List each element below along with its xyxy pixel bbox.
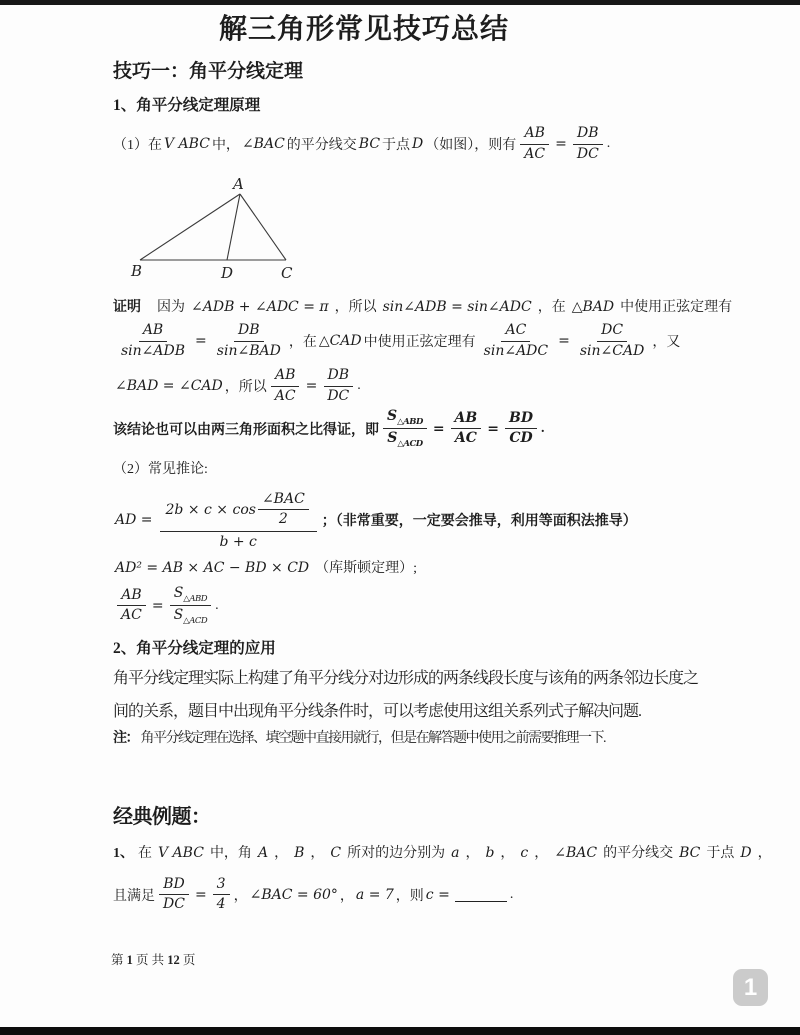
page-content — [113, 5, 772, 914]
fraction — [505, 410, 537, 448]
fraction — [323, 367, 353, 405]
math-segment: c = — [425, 886, 450, 903]
text-segment: 的平分线交 — [603, 845, 674, 861]
math-symbol: S — [173, 607, 184, 624]
subsection2-heading: 2、角平分线定理的应用 — [113, 639, 276, 657]
fraction — [576, 322, 648, 360]
equals-sign: = — [305, 378, 318, 394]
comma: ， — [339, 888, 354, 904]
fraction-numerator: BD — [159, 876, 189, 896]
text-segment: 中使用正弦定理有 — [363, 335, 476, 350]
note-label: 注： — [113, 730, 138, 746]
page-title: 解三角形常见技巧总结 — [218, 14, 509, 45]
math-segment: c — [520, 844, 529, 861]
fraction-denominator: AC — [454, 430, 477, 447]
fraction — [159, 876, 189, 914]
application-paragraph-line1: 角平分线定理实际上构建了角平分线分对边形成的两条线段长度与该角的两条邻边长度之 — [113, 669, 699, 687]
examples-heading: 经典例题： — [113, 805, 211, 828]
vertex-label-A: A — [233, 176, 244, 193]
fraction-numerator: DB — [234, 322, 264, 342]
text-segment: 所对的边分别为 — [347, 845, 446, 861]
side-BA — [140, 194, 240, 260]
bisector-length-formula — [113, 490, 637, 550]
fraction-denominator: sin∠BAD — [216, 342, 281, 359]
math-segment: BC — [358, 136, 381, 152]
footer-page-number: 1 — [126, 953, 133, 967]
footer-text: 页 — [179, 953, 196, 967]
section1-heading: 技巧一：角平分线定理 — [113, 61, 304, 82]
math-symbol: S — [173, 584, 184, 601]
text-segment: . — [509, 886, 514, 902]
vertex-label-B: B — [131, 262, 143, 280]
text-segment: . — [540, 420, 545, 436]
equals-sign: = — [151, 597, 164, 614]
text-segment: ，所以 — [224, 380, 267, 395]
nested-fraction — [258, 491, 309, 529]
side-area-ratio-line — [113, 585, 615, 627]
fraction-denominator: DC — [576, 145, 599, 162]
fraction — [451, 410, 482, 448]
comma: ， — [465, 845, 480, 861]
text-segment: 中， — [211, 138, 240, 153]
math-segment: AD² = AB × AC − BD × CD — [115, 559, 310, 576]
fraction-numerator: DB — [573, 125, 603, 145]
fraction-denominator: sin∠ADB — [121, 342, 186, 359]
math-segment: sin∠ADB = sin∠ADC — [382, 299, 532, 315]
proof-line-3 — [113, 367, 615, 405]
comma: ， — [233, 888, 248, 904]
math-segment: C — [330, 844, 342, 861]
fraction-numerator: AB — [520, 125, 548, 145]
note-text: 角平分线定理在选择、填空题中直接用就行，但是在解答题中使用之前需要推理一下. — [140, 730, 605, 746]
equals-sign: = — [558, 333, 570, 349]
math-segment: ∠BAD = ∠CAD — [115, 378, 223, 394]
fraction-numerator: DC — [597, 322, 627, 342]
text-segment: 中使用正弦定理有 — [620, 300, 733, 315]
example1-line1 — [113, 843, 772, 864]
fraction-denominator — [383, 429, 426, 449]
math-segment: ∠BAC — [554, 844, 598, 861]
proof-label: 证明 — [113, 300, 141, 315]
fraction-denominator — [170, 606, 212, 626]
note-line — [113, 728, 615, 748]
fraction — [271, 367, 300, 405]
big-fraction-denominator: b + c — [219, 533, 257, 550]
comma: ， — [500, 845, 515, 861]
fraction-numerator: AB — [451, 410, 482, 430]
fraction — [520, 125, 549, 163]
text-segment: （库斯顿定理）; — [315, 560, 418, 576]
triangle-figure — [121, 176, 321, 288]
fraction-denominator: AC — [274, 387, 296, 404]
text-segment: ，在 — [537, 300, 566, 315]
math-segment: △BAD — [571, 299, 615, 315]
vertex-label-C: C — [281, 264, 293, 282]
subscript: △ACD — [397, 439, 423, 450]
text-segment: （如图），则有 — [425, 138, 517, 153]
comma: ， — [274, 845, 289, 861]
fraction — [117, 322, 189, 360]
fraction-denominator: sin∠CAD — [579, 342, 645, 359]
footer-text: 页 共 — [132, 953, 168, 967]
math-segment: D — [412, 136, 424, 152]
math-segment: A — [257, 844, 269, 861]
fraction-numerator: AC — [501, 322, 530, 342]
text-segment: ，则 — [395, 888, 424, 904]
fraction-numerator: AB — [117, 587, 145, 607]
subsection1-heading: 1、角平分线定理原理 — [113, 97, 261, 114]
fraction-numerator: BD — [505, 410, 537, 430]
fraction-denominator: sin∠ADC — [483, 342, 549, 359]
fraction-numerator: AB — [271, 367, 299, 387]
text-segment: 在 — [138, 845, 152, 861]
text-segment: 因为 — [157, 300, 185, 315]
fraction-numerator — [170, 585, 211, 606]
equals-sign: = — [487, 420, 499, 437]
comma: ， — [534, 845, 549, 861]
math-segment: V ABC — [158, 844, 204, 861]
fraction-denominator: AC — [121, 607, 142, 624]
fraction-denominator: DC — [327, 387, 350, 404]
page-footer — [111, 950, 195, 968]
big-fraction-numerator — [160, 491, 317, 532]
equals-sign: = — [194, 886, 207, 903]
proof-line-2 — [113, 322, 681, 360]
text-segment: 的平分线交 — [286, 138, 357, 153]
equals-sign: = — [555, 136, 567, 152]
area-fraction — [170, 585, 212, 627]
text-segment: （1）在 — [113, 138, 162, 153]
area-fraction — [383, 408, 427, 450]
text-segment: . — [215, 597, 219, 613]
text-segment: ，在 — [288, 335, 317, 350]
big-fraction — [160, 491, 317, 550]
fraction-denominator: AC — [524, 145, 546, 162]
math-segment: b — [485, 844, 495, 861]
text-segment: ，所以 — [334, 300, 377, 315]
math-segment: ∠ADB + ∠ADC = π — [191, 299, 329, 315]
side-AC — [240, 194, 286, 260]
text-segment: . — [606, 136, 611, 151]
fraction — [117, 587, 146, 625]
page-number-badge: 1 — [733, 969, 768, 1006]
comma: ， — [310, 845, 325, 861]
math-segment: B — [294, 844, 305, 861]
text-segment: 中，角 — [209, 845, 252, 861]
footer-total-pages: 12 — [167, 953, 180, 967]
corollary-heading — [113, 460, 615, 479]
fraction-denominator: DC — [163, 896, 185, 913]
equals-sign: = — [195, 333, 207, 349]
point-label-D: D — [221, 264, 234, 282]
fraction-numerator — [383, 408, 427, 429]
fraction-denominator: CD — [509, 430, 533, 447]
math-symbol: S — [387, 408, 398, 424]
math-segment: △CAD — [318, 333, 362, 349]
subscript: △ACD — [183, 616, 208, 627]
fraction — [213, 876, 230, 914]
text-segment: 于点 — [382, 138, 411, 153]
text-segment: 该结论也可以由两三角形面积之比得证，即 — [113, 422, 379, 438]
answer-blank — [455, 887, 507, 902]
application-paragraph-line2: 间的关系，题目中出现角平分线条件时，可以考虑使用这组关系列式子解决问题. — [113, 702, 642, 720]
math-segment: BC — [679, 844, 701, 861]
subscript: △ABD — [183, 593, 208, 604]
stewart-theorem-line — [113, 559, 615, 578]
text-segment: ，又 — [652, 335, 681, 350]
fraction — [213, 322, 285, 360]
area-ratio-line — [113, 408, 615, 450]
bisector-AD — [227, 194, 240, 260]
math-segment: a = 7 — [355, 886, 394, 903]
text-segment: 且满足 — [113, 888, 155, 904]
proof-line-1 — [113, 297, 733, 318]
example1-line2 — [113, 876, 615, 914]
math-segment: ∠BAC = 60° — [249, 886, 338, 903]
theorem-statement-line — [113, 125, 615, 163]
math-segment: 2b × c × cos — [165, 501, 256, 518]
math-segment: AD = — [115, 512, 153, 529]
text-segment: 于点 — [706, 845, 735, 861]
fraction-denominator: 4 — [216, 896, 226, 913]
text-segment: . — [357, 378, 361, 393]
fraction-numerator: ∠BAC — [258, 491, 309, 511]
fraction — [480, 322, 552, 360]
equals-sign: = — [432, 420, 445, 437]
fraction-numerator: DB — [324, 367, 354, 387]
math-segment: a — [451, 844, 460, 861]
fraction — [573, 125, 603, 163]
example-number: 1、 — [113, 845, 134, 861]
footer-text: 第 — [111, 953, 127, 967]
fraction-numerator: AB — [139, 322, 167, 342]
text-segment: （2）常见推论: — [113, 461, 208, 477]
bottom-edge-bar — [0, 1027, 800, 1035]
subscript: △ABD — [397, 416, 423, 427]
comma: ， — [757, 845, 772, 861]
fraction-numerator: 3 — [213, 876, 230, 896]
math-symbol: S — [387, 430, 398, 447]
math-segment: V ABC — [164, 136, 210, 152]
math-segment: ∠BAC — [241, 136, 285, 152]
importance-note: ；（非常重要，一定要会推导，利用等面积法推导） — [321, 514, 637, 530]
fraction-denominator: 2 — [278, 511, 288, 528]
math-segment: D — [740, 844, 752, 861]
